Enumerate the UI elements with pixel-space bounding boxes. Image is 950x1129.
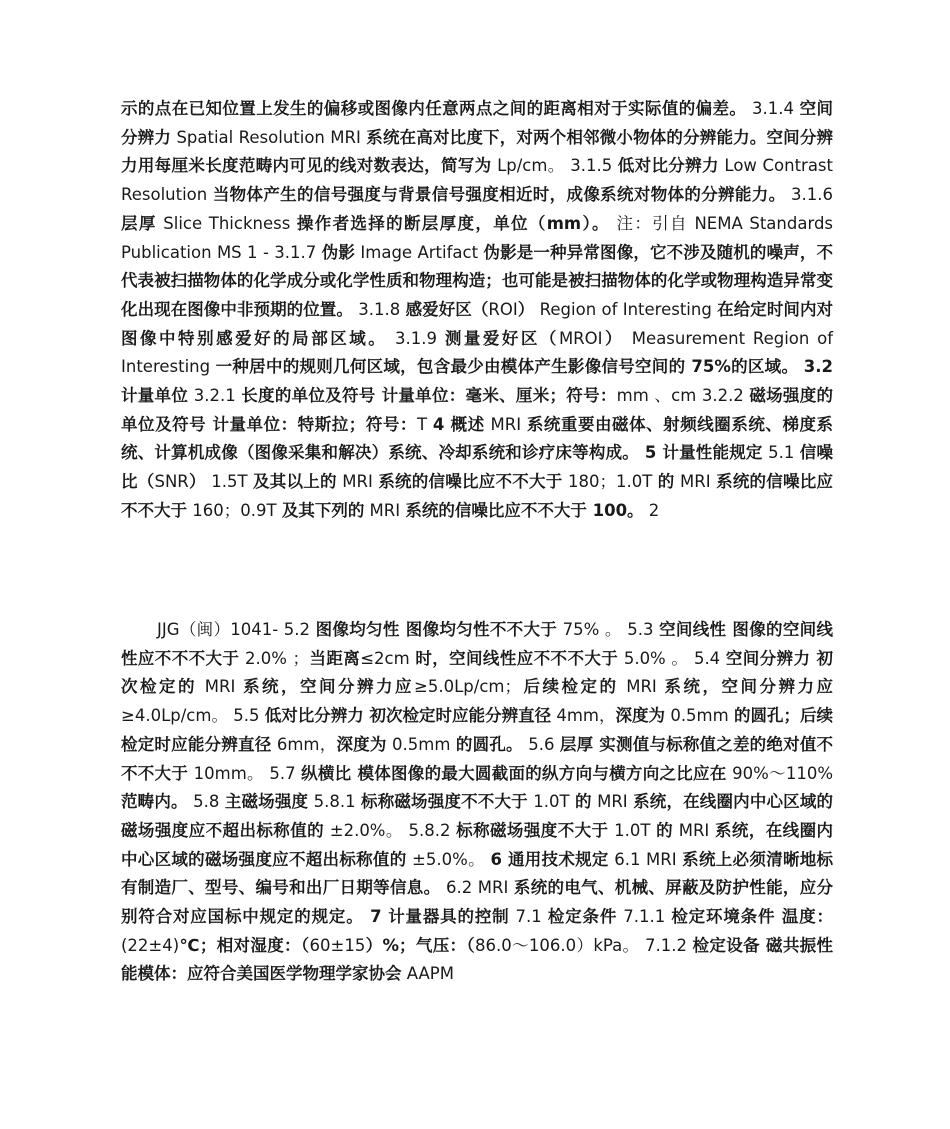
text-run: 5.6	[522, 734, 560, 754]
text-run: 4mm，	[551, 706, 616, 726]
bold-text-run: 的	[657, 472, 675, 492]
bold-text-run: ）	[517, 299, 535, 319]
bold-text-run: 标称磁场强度不大于	[456, 820, 609, 840]
text-run: 3.1.8	[352, 299, 406, 319]
text-run: ≥5.0Lp/cm；	[414, 677, 521, 697]
text-run: 6mm，	[271, 734, 337, 754]
text-run: 180；1.0T	[562, 472, 658, 492]
text-run: 1.0T	[527, 792, 575, 812]
bold-text-run: 6 通用技术规定	[490, 849, 609, 869]
bold-text-run: 图像均匀性 图像均匀性不不大于	[315, 620, 558, 639]
text-run: 0.5mm	[386, 734, 456, 754]
text-run: 1041- 5.2	[230, 620, 316, 639]
bold-text-run: 感爱好区（	[405, 299, 489, 319]
text-run: ±2.0%。 5.8.2	[324, 820, 457, 840]
bold-text-run: 的圆孔。	[455, 734, 523, 754]
bold-text-run: 深度为	[615, 706, 666, 726]
text-run: 注：引自 NEMA Standards Publication MS 1 - 3.1.7	[121, 213, 834, 262]
text-run: 2.0% ；	[239, 648, 310, 668]
text-run: 6.2 MRI	[440, 878, 514, 898]
bold-text-run: 一种居中的规则几何区域，包含最少由模体产生影像信号空间的 75%的区域。	[215, 357, 799, 377]
text-run: MRI	[618, 677, 665, 697]
text-run: Image Artifact	[355, 242, 484, 262]
bold-text-run: 纵横比 模体图像的最大圆截面的纵方向与横方向之比应在	[301, 763, 727, 783]
text-run: 1.0T	[608, 820, 657, 840]
text-run: 160；0.9T	[187, 500, 282, 520]
bold-text-run: 深度为	[336, 734, 387, 754]
bold-text-run: 低对比分辨力	[617, 156, 719, 176]
bold-text-run: ℃；相对湿度：（	[179, 935, 310, 955]
text-run: 90%～110%	[726, 763, 834, 783]
text-run: MRI	[364, 500, 406, 520]
text-run: Region of Interesting	[534, 299, 718, 319]
bold-text-run: 低对比分辨力 初次检定时应能分辨直径	[264, 706, 552, 726]
text-run: 3.1.4	[746, 99, 800, 118]
text-run: 5.0% 。 5.4	[618, 648, 726, 668]
body-paragraph-2	[121, 616, 833, 989]
bold-text-run: 系统在高对比度下，对两个相邻微小物体的分辨能力。空间分辨力用每厘米长度范畴内可见的线对数表达，简写为	[121, 127, 833, 176]
text-run: SNR	[154, 472, 189, 492]
bold-text-run: 系统，空间分辨力应	[664, 677, 834, 697]
bold-text-run: 4 概述	[432, 414, 485, 434]
bold-text-run: 系统上必须清晰地标有制造厂、型号、编号和出厂日期等信息。	[121, 849, 834, 898]
text-run: ≤2cm	[360, 648, 416, 668]
bold-text-run: ）	[602, 328, 625, 348]
bold-text-run: 系统的电气、机械、屏蔽及防护性能，应分别符合对应国标中规定的规定。 7 计量器具的控制	[121, 878, 834, 927]
text-run: Measurement Region of Interesting	[121, 328, 834, 377]
text-run: T	[416, 414, 433, 434]
text-run: 5.8	[187, 792, 225, 812]
bold-text-run: 测量爱好区（	[444, 328, 559, 348]
text-run: 60±15	[309, 935, 366, 955]
text-run: Lp/cm。 3.1.5	[491, 156, 618, 176]
text-run: 0.5mm	[665, 706, 734, 726]
text-run: 7.1	[509, 907, 548, 927]
text-run: MRI	[591, 792, 634, 812]
bold-text-run: 检定环境条件 温度：	[671, 907, 834, 927]
text-run: 75% 。 5.3	[557, 620, 660, 639]
text-run: 3.1.6	[785, 185, 834, 205]
bold-text-run: 当距离	[309, 648, 361, 668]
bold-text-run: 系统重要由磁体、射频线圈系统、梯度系统、计算机成像（图像采集和解决）系统、冷却系统和诊疗床等构成。 5 计量性能规定	[121, 414, 834, 463]
bold-text-run: 磁场强度的单位及符号 计量单位：特斯拉；符号：	[121, 386, 834, 434]
text-run: 3.1.9	[387, 328, 445, 348]
text-run: MRI	[336, 472, 379, 492]
text-run: ≥4.0Lp/cm。 5.5	[121, 706, 265, 726]
bold-text-run: 操作者选择的断层厚度，单位（mm）。	[296, 213, 610, 233]
bold-text-run: 及其以上的	[253, 472, 337, 492]
bold-text-run: 的	[574, 792, 592, 812]
bold-text-run: 的	[656, 820, 674, 840]
text-run: 86.0～106.0）kPa。 7.1.2	[475, 935, 693, 955]
bold-text-run: 3.2 计量单位	[121, 357, 833, 406]
text-run: 2	[643, 500, 660, 520]
bold-text-run: 系统的信噪比应不不大于	[121, 472, 834, 520]
bold-text-run: 主磁场强度	[224, 792, 309, 812]
text-run: Spatial Resolution MRI	[171, 127, 367, 147]
bold-text-run: 系统，在线圈内中心区域的磁场强度应不超出标称值的	[121, 792, 834, 840]
bold-text-run: 示的点在已知位置上发生的偏移或图像内任意两点之间的距离相对于实际值的偏差。	[121, 99, 747, 118]
bold-text-run: 检定条件	[547, 907, 618, 927]
bold-text-run: 及其下列的	[281, 500, 365, 520]
text-run: ±5.0%。	[406, 849, 491, 869]
text-run: 6.1 MRI	[608, 849, 683, 869]
text-run: Low Contrast Resolution	[121, 156, 833, 205]
text-run: MRI	[674, 472, 717, 492]
bold-text-run: 当物体产生的信号强度与背景信号强度相近时，成像系统对物体的分辨能力。	[212, 185, 786, 205]
text-run: MROI	[558, 328, 603, 348]
bold-text-run: 系统，在线圈内中心区域的磁场强度应不超出标称值的	[121, 820, 834, 869]
bold-text-run: 范畴内。	[121, 792, 188, 812]
bold-text-run: 层厚	[121, 213, 157, 233]
bold-text-run: 后续检定的	[520, 677, 619, 697]
bold-text-run: 标称磁场强度不不大于	[361, 792, 528, 812]
text-run: 7.1.1	[617, 907, 672, 927]
bold-text-run: 伪影	[321, 242, 355, 262]
text-run: MRI	[197, 677, 244, 697]
body-paragraph-1	[121, 95, 833, 526]
text-run: Slice Thickness	[156, 213, 297, 233]
bold-text-run: ）	[188, 472, 206, 492]
text-run: 5.8.1	[308, 792, 362, 812]
bold-text-run: ）%；气压：（	[365, 935, 475, 955]
text-run: JJG（闽）	[157, 620, 231, 639]
text-run: 5.1	[762, 443, 800, 463]
bold-text-run: 的圆孔；后续检定时应能分辨直径	[121, 706, 834, 754]
bold-text-run: 系统的信噪比应不不大于 100。	[405, 500, 644, 520]
bold-text-run: 在给定时间内对图像中特别感爱好的局部区域。	[121, 299, 834, 348]
bold-text-run: 检定设备 磁共振性能模体：应符合美国医学物理学家协会	[121, 935, 834, 984]
text-run: (22±4)	[121, 935, 180, 955]
bold-text-run: 空间分辨力 初次检定的	[121, 648, 834, 697]
bold-text-run: 系统的信噪比应不不大于	[378, 472, 563, 492]
text-run: AAPM	[401, 964, 454, 984]
bold-text-run: 信噪比（	[121, 443, 833, 492]
text-run: 3.2.1	[188, 386, 242, 406]
bold-text-run: 长度的单位及符号 计量单位：毫米、厘米；符号：	[241, 386, 617, 406]
bold-text-run: 系统，空间分辨力应	[243, 677, 415, 697]
bold-text-run: 伪影是一种异常图像，它不涉及随机的噪声，不代表被扫描物体的化学成分或化学性质和物理构造；也可能是被扫描物体的化学或物理构造异常变化出现在图像中非预期的位置。	[121, 242, 834, 319]
bold-text-run: 时，空间线性应不不不大于	[415, 648, 619, 668]
text-run: 1.5T	[205, 472, 254, 492]
bold-text-run: 空间线性 图像的空间线性应不不不大于	[121, 620, 833, 668]
text-run: MRI	[484, 414, 527, 434]
text-run: mm 、cm 3.2.2	[616, 386, 750, 406]
text-run: 10mm。 5.7	[188, 763, 302, 783]
text-run: MRI	[673, 820, 715, 840]
text-run: ROI	[488, 299, 518, 319]
bold-text-run: 层厚 实测值与标称值之差的绝对值不不不大于	[121, 734, 834, 783]
bold-text-run: 空间分辨力	[121, 99, 834, 147]
